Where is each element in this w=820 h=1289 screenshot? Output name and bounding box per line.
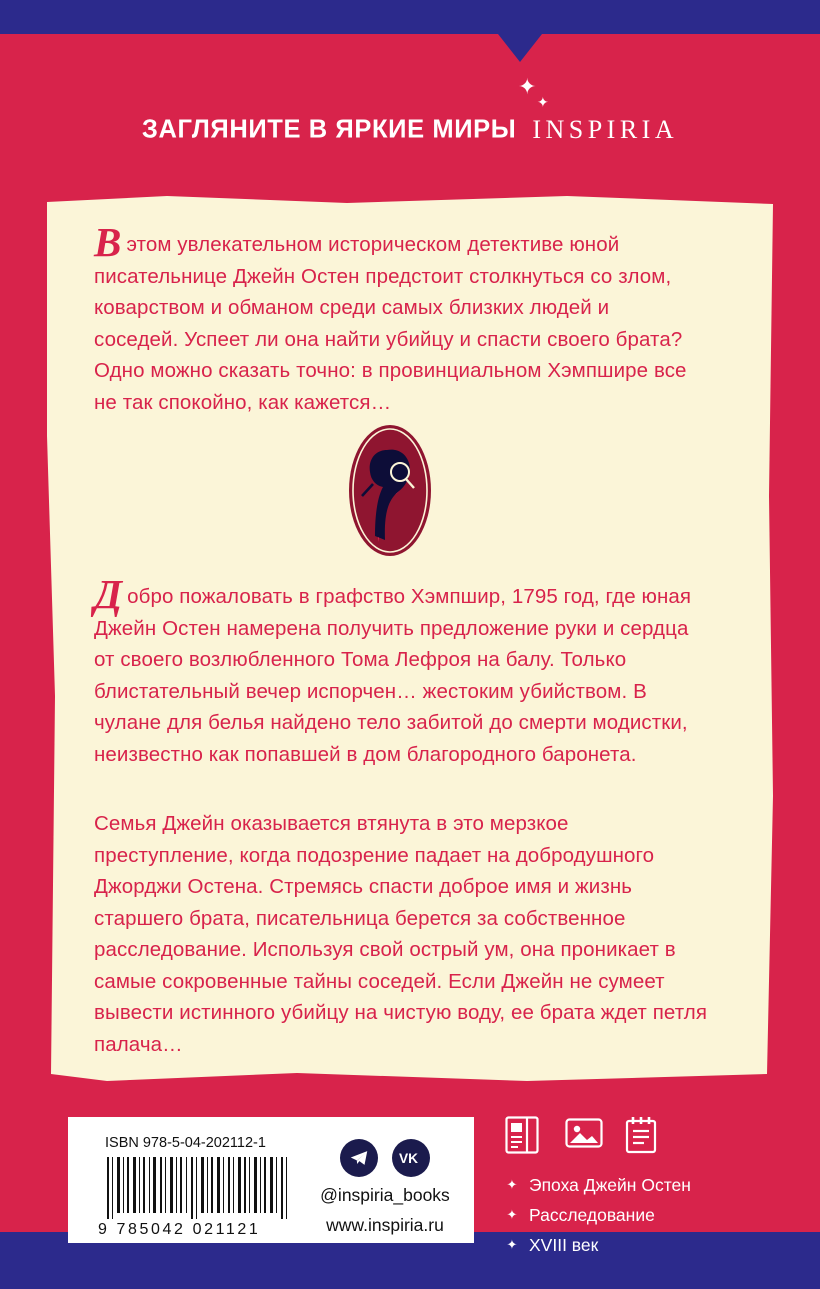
isbn-block (68, 1117, 474, 1243)
book-page-icon (505, 1116, 539, 1154)
barcode-digits: 9 785042 021121 (98, 1221, 261, 1238)
tag-item (505, 1230, 785, 1260)
blurb-paragraph-3: Семья Джейн оказывается втянута в это мерзкое преступление, когда подозрение падает на добродушного Джорджи Остена. Стремясь спасти доброе имя и жизнь старшего брата, писательница берется за собственное расследование. Используя свой острый ум, она проникает в самые сокровенные тайны соседей. Если Джейн не сумеет вывести истинного убийцу на чистую воду, ее брата ждет петля палача… (94, 812, 708, 1056)
lady-silhouette-emblem (348, 424, 432, 557)
header (0, 115, 820, 145)
social-handle: @inspiria_books (320, 1185, 450, 1205)
blurb-paragraph-2-text: обро пожаловать в графство Хэмпшир, 1795 год, где юная Джейн Остен намерена получить предложение руки и сердца от своего возлюбленного Тома Лефроя на балу. Только блистательный вечер испорчен… жестоким убийством. В чулане для белья найдено тело забитой до смерти модистки, неизвестно как попавшей в дом благородного баронета. (94, 585, 692, 766)
tag-label: Расследование (529, 1205, 655, 1225)
top-blue-strip (0, 0, 820, 34)
blurb-paragraph-1-text: этом увлекательном историческом детективе юной писательнице Джейн Остен предстоит столкнуться со злом, коварством и обманом среди самых близких людей и соседей. Успеет ли она найти убийцу и спасти своего брата? Одно можно сказать точно: в провинциальном Хэмпшире все не так спокойно, как кажется… (94, 233, 687, 414)
brand-logo: INSPIRIA (532, 115, 679, 144)
sparkle-large-icon: ✦ (518, 74, 537, 99)
social-website: www.inspiria.ru (326, 1215, 444, 1235)
tag-label: XVIII век (529, 1235, 599, 1255)
blurb-paragraph-1 (94, 219, 699, 418)
tag-item (505, 1200, 785, 1230)
social-icons (300, 1139, 470, 1177)
isbn-label: ISBN 978-5-04-202112-1 (105, 1135, 266, 1151)
dropcap-d: Д (94, 571, 123, 617)
dropcap-v: В (94, 219, 122, 265)
tag-label: Эпоха Джейн Остен (529, 1175, 691, 1195)
blurb-container (47, 196, 773, 1081)
sparkle-small-icon: ✦ (537, 94, 549, 110)
sparkle-bullet-icon: ✦ (506, 1237, 518, 1252)
picture-icon (565, 1116, 599, 1154)
notepad-icon (625, 1116, 659, 1154)
tag-item (505, 1170, 785, 1200)
vk-icon[interactable] (392, 1139, 430, 1177)
barcode (105, 1157, 295, 1219)
sparkle-bullet-icon: ✦ (506, 1207, 518, 1222)
tag-icons (505, 1116, 785, 1154)
sparkle-bullet-icon: ✦ (506, 1177, 518, 1192)
tags-block (505, 1116, 785, 1260)
blurb-paragraph-2 (94, 571, 702, 770)
svg-text:VK: VK (399, 1151, 419, 1166)
telegram-icon[interactable] (340, 1139, 378, 1177)
social-block (310, 1139, 470, 1237)
header-tagline: ЗАГЛЯНИТЕ В ЯРКИЕ МИРЫ (141, 115, 517, 144)
